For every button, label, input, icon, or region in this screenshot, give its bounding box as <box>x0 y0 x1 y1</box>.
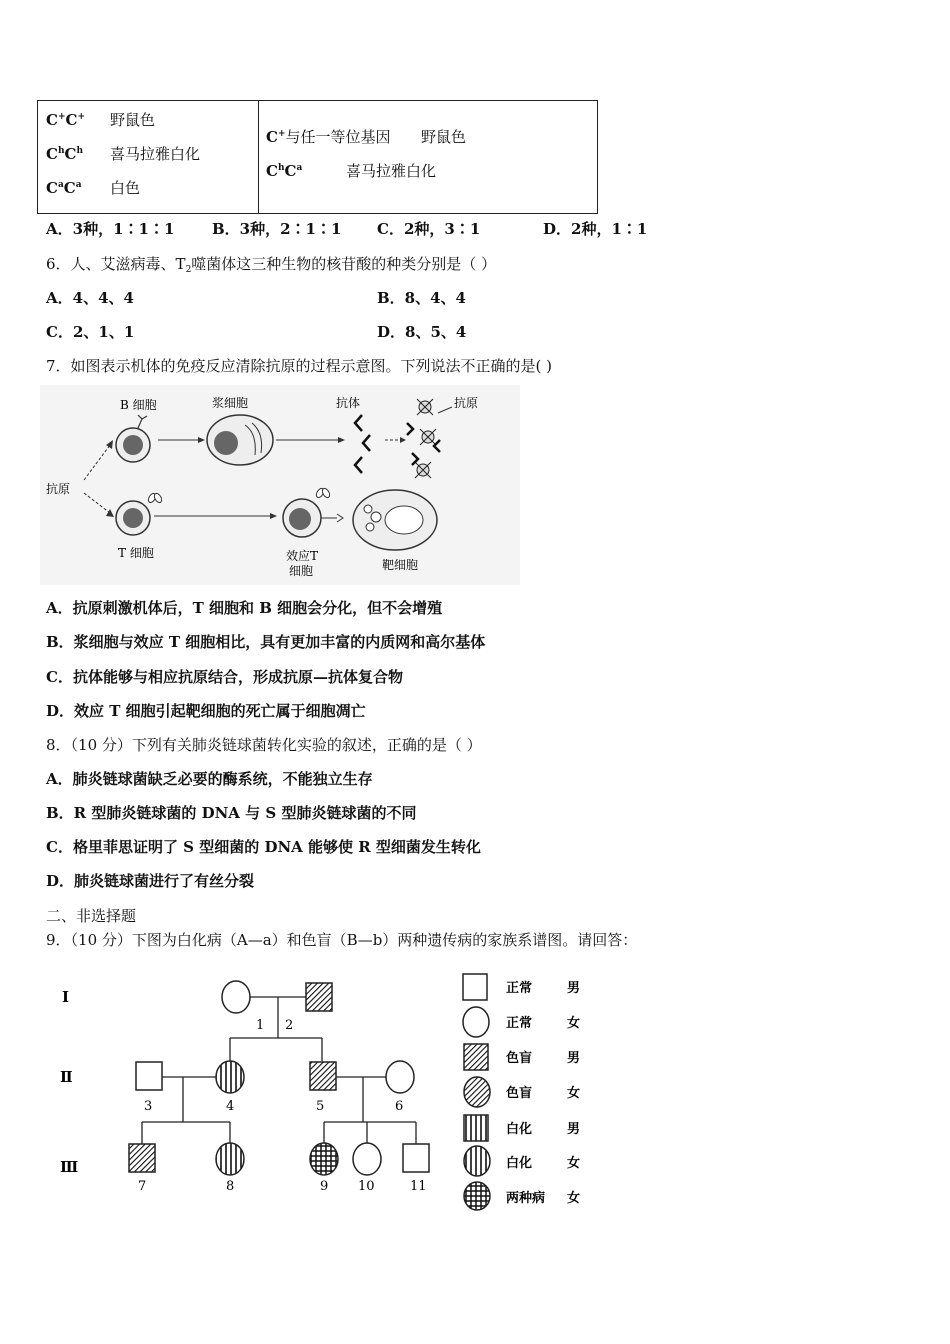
legend-status-5: 白化 <box>506 1122 533 1137</box>
target-cell <box>353 490 437 550</box>
plasma-cell-label: 浆细胞 <box>212 396 249 410</box>
antibody-label: 抗体 <box>336 396 361 410</box>
target-cell-label: 靶细胞 <box>382 558 419 572</box>
legend-symbol-normal-male <box>463 974 487 1000</box>
individual-5-colorblind-male <box>310 1062 336 1090</box>
pedigree-lines <box>142 997 416 1144</box>
individual-number-2: 2 <box>285 1018 294 1033</box>
table-phenotype-1: 野鼠色 <box>110 111 156 129</box>
individual-6-normal-female <box>386 1061 414 1093</box>
table-phenotype-2: 喜马拉雅白化 <box>110 145 201 163</box>
generation-label-3: Ⅲ <box>60 1158 79 1176</box>
individual-number-9: 9 <box>320 1179 329 1194</box>
table-genotype-3: $C^aC^a$ <box>46 179 82 197</box>
legend-status-3: 色盲 <box>506 1051 533 1066</box>
individual-9-both-diseases-female <box>310 1143 338 1175</box>
individual-number-4: 4 <box>226 1099 235 1114</box>
individual-number-11: 11 <box>410 1179 427 1194</box>
individual-8-albino-female <box>216 1143 244 1175</box>
q5-option-a: A．3种，1∶1∶1 <box>46 220 175 238</box>
legend-status-4: 色盲 <box>506 1086 533 1101</box>
legend-status-1: 正常 <box>506 981 533 996</box>
q8-option-d: D．肺炎链球菌进行了有丝分裂 <box>46 872 255 890</box>
section-heading: 二、非选择题 <box>46 907 137 925</box>
q7-option-c: C．抗体能够与相应抗原结合，形成抗原—抗体复合物 <box>46 668 403 686</box>
q6-option-a: A．4、4、4 <box>46 289 134 307</box>
legend-symbol-normal-female <box>463 1007 489 1037</box>
legend-sex-1: 男 <box>567 981 581 996</box>
table-genotype-1: C+C+ <box>46 111 85 129</box>
antigen-top-label: 抗原 <box>454 396 479 410</box>
q7-option-b: B．浆细胞与效应 T 细胞相比，具有更加丰富的内质网和高尔基体 <box>46 633 486 651</box>
q9-stem: 9．（10 分）下图为白化病（A—a）和色盲（B—b）两种遗传病的家族系谱图。请回答： <box>46 931 638 949</box>
t-cell-label: T 细胞 <box>118 546 154 560</box>
individual-7-colorblind-male <box>129 1144 155 1172</box>
legend-symbol-both-female <box>464 1182 490 1210</box>
q8-option-a: A．肺炎链球菌缺乏必要的酶系统，不能独立生存 <box>46 770 373 788</box>
table-genotype-4: C+与任一等位基因 <box>266 128 391 146</box>
legend-sex-6: 女 <box>567 1156 581 1171</box>
q7-option-d: D．效应 T 细胞引起靶细胞的死亡属于细胞凋亡 <box>46 702 366 720</box>
q7-option-a: A．抗原刺激机体后，T 细胞和 B 细胞会分化，但不会增殖 <box>46 599 443 617</box>
individual-3-normal-male <box>136 1062 162 1090</box>
individual-10-normal-female <box>353 1143 381 1175</box>
figure-background <box>40 385 520 585</box>
q5-option-c: C．2种，3∶1 <box>377 220 481 238</box>
q6-stem: 6．人、艾滋病毒、$T_2$噬菌体这三种生物的核苷酸的种类分别是（ ） <box>46 255 497 275</box>
individual-number-3: 3 <box>144 1099 153 1114</box>
legend-status-2: 正常 <box>506 1016 533 1031</box>
legend-status-7: 两种病 <box>506 1191 546 1206</box>
pedigree-legend <box>463 974 580 1210</box>
plasma-cell <box>207 415 273 465</box>
table-phenotype-4: 野鼠色 <box>421 128 467 146</box>
q8-stem: 8．（10 分）下列有关肺炎链球菌转化实验的叙述，正确的是（ ） <box>46 736 482 754</box>
effector-t-label-2: 细胞 <box>289 564 314 578</box>
individual-1-normal-female <box>222 981 250 1013</box>
effector-t-label-1: 效应T <box>286 549 319 563</box>
individual-number-5: 5 <box>316 1099 325 1114</box>
table-phenotype-5: 喜马拉雅白化 <box>346 162 437 180</box>
legend-symbol-colorblind-male <box>464 1044 488 1070</box>
table-genotype-2: $C^hC^h$ <box>46 145 83 163</box>
individual-11-normal-male <box>403 1144 429 1172</box>
legend-status-6: 白化 <box>506 1156 533 1171</box>
generation-label-2: Ⅱ <box>60 1068 73 1086</box>
individual-number-7: 7 <box>138 1179 147 1194</box>
generation-label-1: I <box>62 988 70 1006</box>
individual-4-albino-female <box>216 1061 244 1093</box>
q5-option-b: B．3种，2∶1∶1 <box>212 220 342 238</box>
individual-number-6: 6 <box>395 1099 404 1114</box>
q8-option-b: B．R 型肺炎链球菌的 DNA 与 S 型肺炎链球菌的不同 <box>46 804 417 822</box>
table-genotype-5: $C^hC^a$ <box>266 162 303 180</box>
q7-stem: 7．如图表示机体的免疫反应清除抗原的过程示意图。下列说法不正确的是( ) <box>46 357 553 375</box>
legend-symbol-albino-female <box>464 1146 490 1176</box>
q5-option-d: D．2种，1∶1 <box>543 220 648 238</box>
pedigree-chart <box>40 960 610 1220</box>
legend-symbol-albino-male <box>464 1115 488 1141</box>
immune-response-figure <box>40 385 520 585</box>
legend-sex-4: 女 <box>567 1086 581 1101</box>
legend-sex-3: 男 <box>567 1051 581 1066</box>
legend-sex-2: 女 <box>567 1016 581 1031</box>
table-divider <box>258 101 259 213</box>
individual-number-10: 10 <box>358 1179 375 1194</box>
q6-option-c: C．2、1、1 <box>46 323 135 341</box>
b-cell-label: B 细胞 <box>120 398 157 412</box>
individual-2-colorblind-male <box>306 983 332 1011</box>
table-phenotype-3: 白色 <box>110 179 141 197</box>
legend-sex-7: 女 <box>567 1191 581 1206</box>
q6-option-d: D．8、5、4 <box>377 323 467 341</box>
individual-number-8: 8 <box>226 1179 235 1194</box>
q6-option-b: B．8、4、4 <box>377 289 466 307</box>
legend-sex-5: 男 <box>567 1122 581 1137</box>
q8-option-c: C．格里菲思证明了 S 型细菌的 DNA 能够使 R 型细菌发生转化 <box>46 838 481 856</box>
individual-number-1: 1 <box>256 1018 265 1033</box>
antigen-left-label: 抗原 <box>46 482 71 496</box>
legend-symbol-colorblind-female <box>464 1077 490 1107</box>
